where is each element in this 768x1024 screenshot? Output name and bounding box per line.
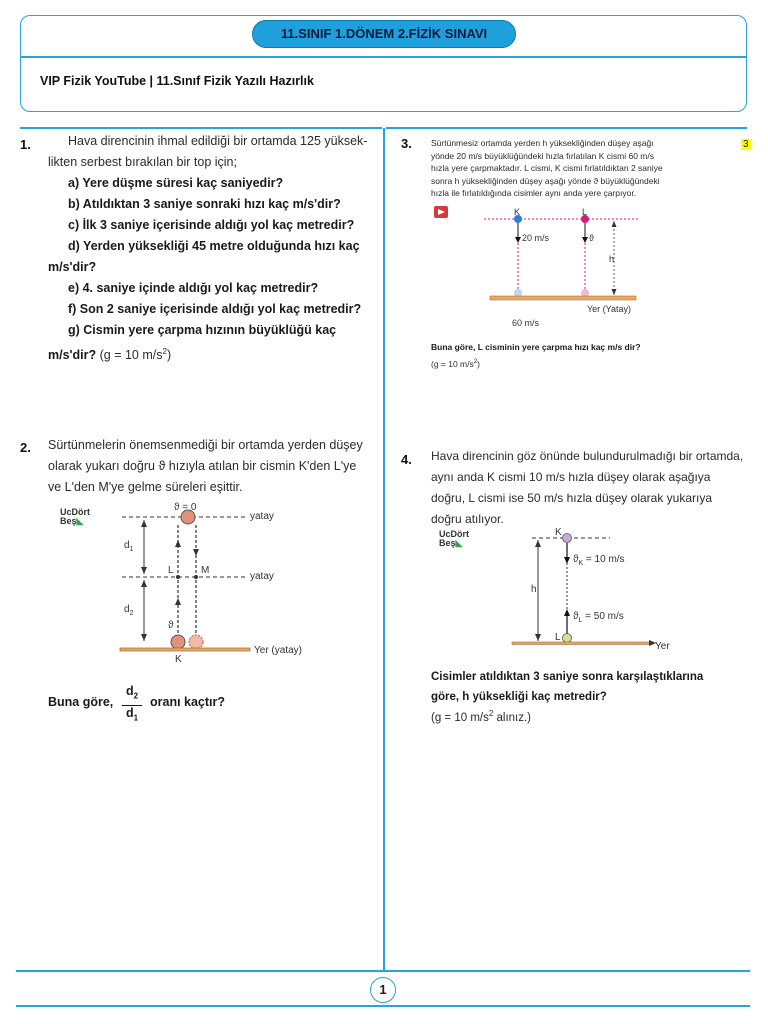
q1-g-note: (g = 10 m/s xyxy=(99,348,163,363)
q4-h-top-arrow xyxy=(535,540,541,547)
q3-line-1: Sürtünmesiz ortamda yerden h yüksekliğinden düşey aşağı xyxy=(431,138,654,148)
q4-g-close: alınız.) xyxy=(493,711,532,724)
q4-label-vL xyxy=(573,611,624,624)
q2-diagram xyxy=(110,498,330,668)
q2-line-2: olarak yukarı doğru ϑ hızıyla atılan bir cismin K'den L'ye xyxy=(48,459,357,473)
q3-ground-label: Yer (Yatay) xyxy=(587,304,632,314)
q2-line-3: ve L'den M'ye gelme süreleri eşittir. xyxy=(48,480,243,494)
column-divider xyxy=(383,128,385,970)
q3-diagram xyxy=(432,204,662,314)
q1-item-d: d) Yerden yüksekliği 45 metre olduğunda hızı kaç xyxy=(68,239,360,253)
q3-line-4: sonra h yüksekliğinden düşey aşağı yönde ϑ büyüklüğündeki xyxy=(431,175,660,186)
q2-den-letter: d xyxy=(125,705,134,720)
q2-ground xyxy=(120,648,250,651)
question-4-number: 4. xyxy=(401,452,412,467)
q4-vK-val: = 10 m/s xyxy=(583,554,625,565)
q2-d2-bottom-arrow xyxy=(141,634,147,641)
q1-item-d-cont: m/s'dir? xyxy=(48,260,97,274)
q3-question: Buna göre, L cisminin yere çarpma hızı kaç m/s dir? xyxy=(431,342,641,352)
q1-g-end: m/s'dir? xyxy=(48,348,97,363)
q2-ground-label: Yer (yatay) xyxy=(254,645,302,656)
footer-bottom-rule xyxy=(16,1005,750,1007)
q2-ball-launch xyxy=(171,635,185,649)
footer-top-rule xyxy=(16,970,750,972)
q3-label-v: ϑ xyxy=(589,233,594,243)
q2-logo-text: Beş xyxy=(60,516,77,526)
q1-item-g: g) Cismin yere çarpma hızının büyüklüğü kaç xyxy=(68,323,337,337)
q2-num-letter: d xyxy=(125,684,134,698)
exam-title: 11.SINIF 1.DÖNEM 2.FİZİK SINAVI xyxy=(252,20,516,48)
q4-vK-sym: ϑ xyxy=(573,554,579,565)
q4-logo-mark: ◣ xyxy=(455,538,463,548)
q2-ratio xyxy=(122,684,142,725)
q2-d1-sub: 1 xyxy=(129,546,134,553)
q2-label-K: K xyxy=(175,654,182,665)
q3-highlight-badge: 3 xyxy=(743,139,749,150)
header-divider xyxy=(20,56,747,58)
q2-d1-bottom-arrow xyxy=(141,567,147,574)
q4-vK-sub: K xyxy=(578,560,584,567)
q3-L-arrow-head xyxy=(582,237,588,243)
q1-item-b: b) Atıldıktan 3 saniye sonraki hızı kaç m/s'dir? xyxy=(68,197,341,211)
q2-d2-label xyxy=(124,604,133,617)
q2-publisher-logo xyxy=(60,508,90,526)
q2-logo-mark: ◣ xyxy=(76,516,84,526)
q3-g-exp: 2 xyxy=(473,359,478,365)
page-number: 1 xyxy=(370,977,396,1003)
q3-h-top-arrow xyxy=(612,221,617,227)
q3-label-h: h xyxy=(609,254,615,264)
q4-diagram xyxy=(500,528,670,653)
q3-g-note xyxy=(431,356,480,370)
question-3-number: 3. xyxy=(401,136,412,151)
q4-question-line-1: Cisimler atıldıktan 3 saniye sonra karşılaştıklarına xyxy=(431,671,704,683)
q4-question-line-2: göre, h yüksekliği kaç metredir? xyxy=(431,691,607,703)
q3-label-K: K xyxy=(514,207,521,217)
q4-line-2: aynı anda K cismi 10 m/s hızla düşey olarak aşağıya xyxy=(431,470,711,484)
q4-question xyxy=(431,667,703,707)
q1-intro-b: likten serbest bırakılan bir top için; xyxy=(48,155,237,169)
q3-label-L: L xyxy=(582,207,588,217)
q4-g-text: (g = 10 m/s xyxy=(431,711,489,724)
q3-line-5: hızla ile fırlatıldığında cisimler aynı anda yere çarpıyor. xyxy=(431,188,637,198)
q3-K-arrow-head xyxy=(515,237,521,243)
q3-ground xyxy=(490,296,636,300)
q4-label-L: L xyxy=(555,632,561,643)
question-2-body xyxy=(48,435,378,498)
question-2-number: 2. xyxy=(20,440,31,455)
q2-d2-top-arrow xyxy=(141,580,147,587)
q2-point-L xyxy=(176,575,180,579)
q2-up-arrow-2 xyxy=(175,598,181,605)
q3-h-bottom-arrow xyxy=(612,289,617,295)
q2-velocity-label: ϑ xyxy=(168,620,174,631)
q2-question-pre: Buna göre, xyxy=(48,695,114,709)
q3-g-text: (g = 10 m/s xyxy=(431,358,474,369)
q2-d2-letter: d xyxy=(124,604,130,615)
q2-den-sub: 1 xyxy=(133,713,139,722)
q2-up-arrow-1 xyxy=(175,540,181,547)
q4-ball-L xyxy=(563,634,572,643)
q4-line-3: doğru, L cismi ise 50 m/s hızla düşey olarak yukarıya xyxy=(431,491,713,505)
q4-ground xyxy=(512,642,652,645)
q4-ball-K xyxy=(563,534,572,543)
q1-item-g-cont xyxy=(48,341,368,366)
q4-publisher-logo xyxy=(439,530,469,548)
q2-ratio-numerator xyxy=(122,684,142,704)
q2-v-zero: ϑ = 0 xyxy=(174,502,197,513)
q4-label-h: h xyxy=(531,584,537,595)
q3-label-20ms: 20 m/s xyxy=(522,233,550,243)
q2-label-L: L xyxy=(168,565,174,576)
q2-logo-line1: UcDört xyxy=(60,507,91,517)
q4-K-arrow-head xyxy=(564,557,570,564)
q1-intro-a: Hava direncinin ihmal edildiği bir ortamda 125 yüksek- xyxy=(68,134,368,148)
q4-logo-text: Beş xyxy=(439,538,456,548)
q2-yatay-mid: yatay xyxy=(250,571,274,582)
q1-item-a: a) Yere düşme süresi kaç saniyedir? xyxy=(68,176,284,190)
q1-item-e: e) 4. saniye içinde aldığı yol kaç metredir? xyxy=(68,281,319,295)
q4-vL-val: = 50 m/s xyxy=(582,611,624,622)
question-3-body xyxy=(431,137,731,200)
q4-label-vK xyxy=(573,554,625,567)
question-4-body xyxy=(431,446,751,530)
q4-line-1: Hava direncinin göz önünde bulundurulmadığı bir ortamda, xyxy=(431,449,744,463)
q1-item-f: f) Son 2 saniye içerisinde aldığı yol kaç metredir? xyxy=(68,302,362,316)
q3-g-close: ) xyxy=(477,358,480,369)
q4-line-4: doğru atılıyor. xyxy=(431,512,504,526)
q2-d1-top-arrow xyxy=(141,520,147,527)
page-subtitle: VIP Fizik YouTube | 11.Sınıf Fizik Yazılı Hazırlık xyxy=(40,74,314,88)
q4-L-arrow-head xyxy=(564,609,570,616)
q2-ratio-denominator xyxy=(122,705,142,726)
q4-label-K: K xyxy=(555,527,562,538)
q2-d2-sub: 2 xyxy=(129,610,134,617)
q4-logo-line2 xyxy=(439,539,469,548)
question-1-body xyxy=(48,131,368,366)
q2-logo-line2 xyxy=(60,517,90,526)
q3-label-60ms: 60 m/s xyxy=(512,318,540,328)
q1-g-close: ) xyxy=(166,348,172,363)
q2-label-M: M xyxy=(201,565,210,576)
q2-line-1: Sürtünmelerin önemsenmediği bir ortamda yerden düşey xyxy=(48,438,363,452)
q2-d1-letter: d xyxy=(124,540,130,551)
q2-ball-landing xyxy=(189,635,203,649)
q2-yatay-top: yatay xyxy=(250,511,274,522)
q1-item-c: c) İlk 3 saniye içerisinde aldığı yol kaç metredir? xyxy=(68,218,355,232)
q4-vL-sym: ϑ xyxy=(573,611,579,622)
q4-g-exp: 2 xyxy=(488,709,494,718)
q2-question-post: oranı kaçtır? xyxy=(150,695,226,709)
q3-line-2: yönde 20 m/s büyüklüğündeki hızla fırlatılan K cismi 60 m/s xyxy=(431,150,654,161)
q4-h-bottom-arrow xyxy=(535,634,541,641)
q2-point-M xyxy=(194,575,198,579)
q2-d1-label xyxy=(124,540,133,553)
q4-vL-sub: L xyxy=(578,617,583,624)
left-top-rule xyxy=(20,127,382,129)
q2-down-arrow xyxy=(193,549,199,556)
right-top-rule xyxy=(386,127,747,129)
q4-ground-label: Yer xyxy=(655,641,670,652)
q4-logo-line1: UcDört xyxy=(439,529,470,539)
q3-line-3: hızla yere çarpmaktadır. L cismi, K cismi fırlatıldıktan 2 saniye xyxy=(431,163,663,173)
q4-g-note xyxy=(431,709,531,724)
question-1-number: 1. xyxy=(20,137,31,152)
q2-num-sub: 2 xyxy=(133,691,139,701)
q1-g-exp: 2 xyxy=(162,347,167,356)
